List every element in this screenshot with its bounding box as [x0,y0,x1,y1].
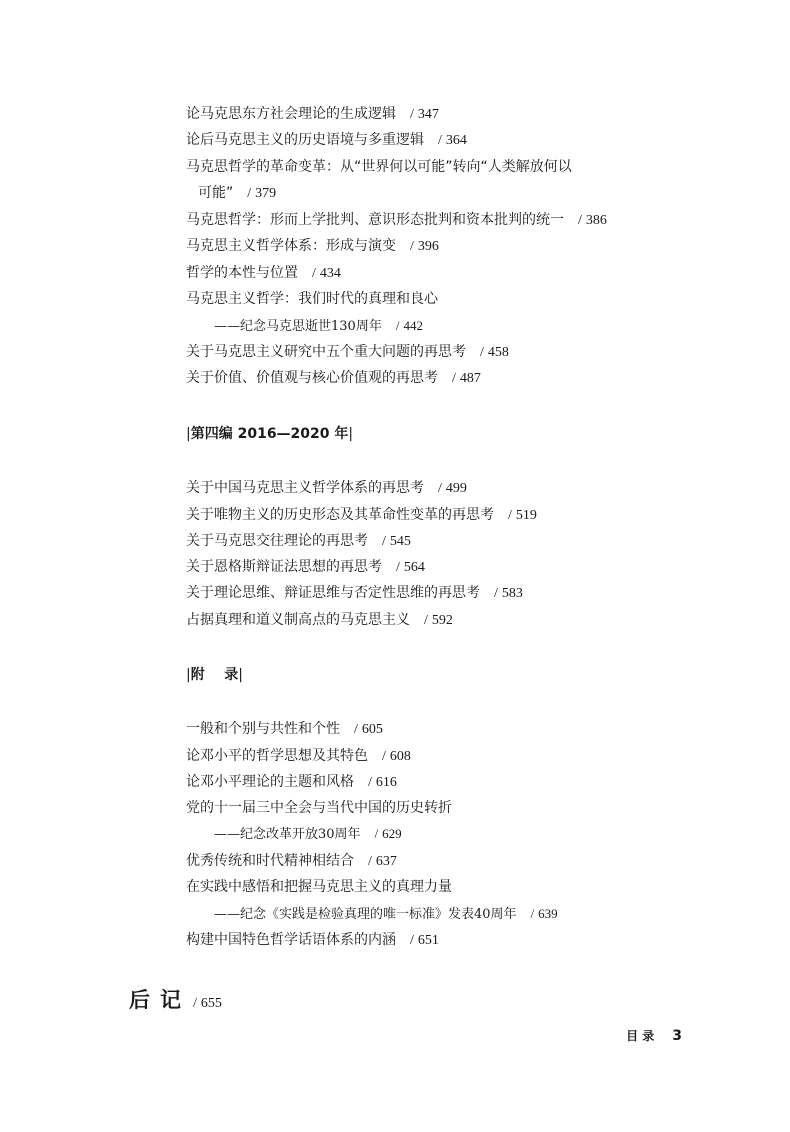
toc-entry-title: 关于马克思主义研究中五个重大问题的再思考 [186,344,466,360]
toc-entry-title: 在实践中感悟和把握马克思主义的真理力量 [186,879,452,895]
page-number: / 616 [368,775,397,790]
toc-entry [186,930,439,951]
toc-entry-subtitle-text: ——纪念《实践是检验真理的唯一标准》发表40周年 [214,907,517,922]
toc-entry [186,210,607,231]
page-number: / 592 [424,613,453,628]
section-bar-left: | [186,426,191,442]
toc-entry-subtitle-text: ——纪念马克思逝世130周年 [214,319,382,334]
page-number: / 379 [247,186,277,201]
section-bar-left: | [186,667,191,683]
toc-entry-continuation [198,183,276,204]
page-number: / 608 [382,749,411,764]
toc-entry [186,289,438,309]
page-number: / 605 [354,722,383,737]
page-number: / 651 [410,933,439,948]
toc-entry [186,342,509,363]
page-number: / 434 [312,266,341,281]
toc-entry-title: 马克思主义哲学：我们时代的真理和良心 [186,291,438,307]
section-heading [186,424,353,444]
afterword-title: 后记 [129,987,191,1012]
toc-entry-title: 马克思主义哲学体系：形成与演变 [186,238,396,254]
toc-entry-title: 优秀传统和时代精神相结合 [186,853,354,869]
toc-entry-title: 马克思哲学的革命变革：从“世界何以可能”转向“人类解放何以 [186,159,572,175]
page-number: / 396 [410,239,439,254]
toc-entry [186,746,411,767]
toc-entry [186,798,452,818]
toc-entry-title: 关于恩格斯辩证法思想的再思考 [186,559,382,575]
page-number: / 637 [368,854,397,869]
page-number: / 583 [494,586,523,601]
toc-entry-subtitle [214,824,402,845]
page-number: / 655 [193,996,222,1011]
page-number: / 629 [374,826,402,841]
page-footer [626,1027,682,1044]
toc-entry-subtitle [214,316,423,337]
appendix-label: 附 录 [190,667,239,683]
toc-entry [186,877,452,897]
page-number: / 564 [396,560,425,575]
footer-page-number: 3 [672,1028,682,1044]
section-bar-right: | [348,426,354,442]
page-number: / 386 [578,213,607,228]
toc-entry-title: 可能” [198,185,234,201]
footer-label: 目 录 [626,1029,655,1043]
section-label: 第四编 2016—2020 年 [190,426,349,442]
toc-entry-title: 党的十一届三中全会与当代中国的历史转折 [186,800,452,816]
toc-entry [186,505,537,526]
page-number: / 545 [382,534,411,549]
toc-entry-title: 论后马克思主义的历史语境与多重逻辑 [186,132,424,148]
toc-entry-title: 关于价值、价值观与核心价值观的再思考 [186,370,438,386]
toc-entry-title: 构建中国特色哲学话语体系的内涵 [186,932,396,948]
toc-entry [186,104,439,125]
toc-entry [186,610,453,631]
toc-entry-title: 论马克思东方社会理论的生成逻辑 [186,106,396,122]
page-number: / 499 [438,481,467,496]
toc-entry [186,263,341,284]
toc-entry [186,157,572,177]
page-number: / 519 [508,508,537,523]
toc-entry-title: 一般和个别与共性和个性 [186,721,340,737]
toc-entry [186,478,467,499]
toc-entry [186,130,467,151]
toc-entry-subtitle [214,904,558,925]
toc-entry-title: 关于中国马克思主义哲学体系的再思考 [186,480,424,496]
section-bar-right: | [238,667,243,683]
page-number: / 364 [438,133,467,148]
page-number: / 442 [395,318,423,333]
toc-entry [186,236,439,257]
page-number: / 639 [530,906,558,921]
toc-entry-title: 关于马克思交往理论的再思考 [186,533,368,549]
toc-entry [186,583,523,604]
toc-entry [186,368,481,389]
toc-entry-title: 论邓小平理论的主题和风格 [186,774,354,790]
page-number: / 487 [452,371,481,386]
afterword-entry [129,984,222,1014]
toc-entry-subtitle-text: ——纪念改革开放30周年 [214,827,361,842]
toc-entry-title: 哲学的本性与位置 [186,265,298,281]
toc-entry [186,772,397,793]
toc-entry [186,719,383,740]
toc-entry-title: 占据真理和道义制高点的马克思主义 [186,612,410,628]
toc-entry [186,851,397,872]
appendix-heading [186,665,243,685]
page-number: / 458 [480,345,509,360]
toc-entry-title: 关于理论思维、辩证思维与否定性思维的再思考 [186,585,480,601]
toc-entry-title: 马克思哲学：形而上学批判、意识形态批判和资本批判的统一 [186,212,564,228]
toc-entry [186,557,425,578]
page-number: / 347 [410,107,439,122]
toc-entry [186,531,411,552]
toc-entry-title: 论邓小平的哲学思想及其特色 [186,748,368,764]
toc-entry-title: 关于唯物主义的历史形态及其革命性变革的再思考 [186,507,494,523]
